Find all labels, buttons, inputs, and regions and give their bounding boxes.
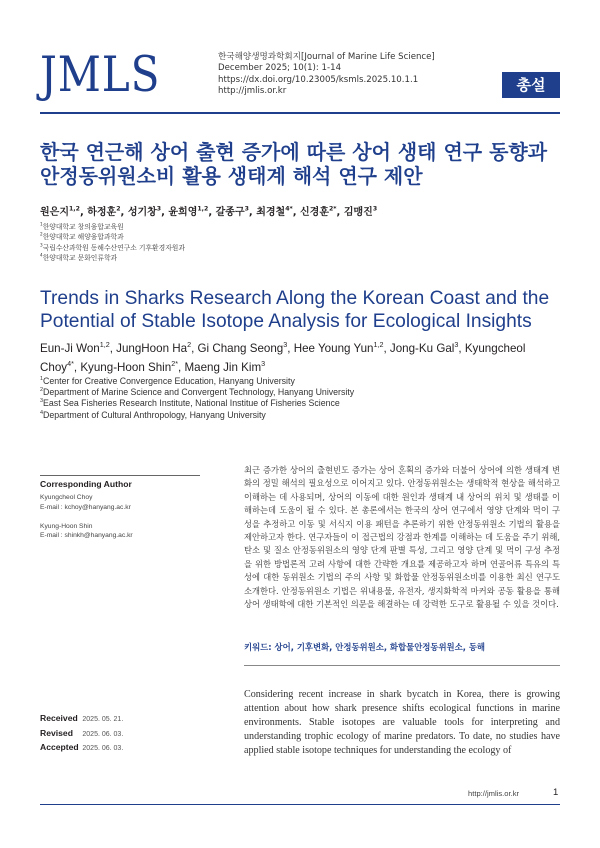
affiliation-text: Department of Cultural Anthropology, Hanyang University — [43, 409, 266, 420]
date-received — [40, 712, 123, 727]
author-name: 갈종구 — [215, 207, 245, 218]
corresponding-name-1: Kyungcheol Choy — [40, 494, 93, 501]
author-affiliation-mark: 3 — [454, 340, 459, 350]
affiliation-mark: 4 — [40, 252, 43, 258]
affiliation-mark: 3 — [40, 242, 43, 248]
author-affiliation-mark: 2* — [171, 358, 179, 368]
affiliation-line — [40, 243, 185, 253]
article-type-badge: 총설 — [502, 72, 560, 98]
affiliation-text: East Sea Fisheries Research Institute, National Institue of Fisheries Science — [43, 398, 340, 409]
journal-url[interactable]: http://jmlis.or.kr — [218, 85, 287, 96]
author-affiliation-mark: 3 — [244, 205, 249, 213]
abstract-english: Considering recent increase in shark bycatch in Korea, there is growing attention about how shark presence shifts ecological functions in marine environments. Stable isotopes are valuable tools for interpreting and understanding trophic ecology of marine predators. To date, no studies have applied stable isotope techniques for understanding the ecology of — [244, 689, 560, 756]
author-affiliation-mark: 1,2 — [197, 205, 209, 213]
author-affiliation-mark: 2 — [116, 205, 121, 213]
affiliation-mark: 1 — [40, 221, 43, 227]
affiliations-korean — [40, 222, 185, 264]
author-name: Eun-Ji Won — [40, 342, 100, 355]
date-value: 2025. 06. 03. — [82, 745, 124, 753]
section-divider — [244, 665, 560, 666]
abstract-korean: 최근 증가한 상어의 출현빈도 증가는 상어 혼획의 증가와 더불어 상어에 의한 생태계 변화의 정밀 해석의 필요성으로 이어지고 있다. 안정동위원소는 생태학적 현상을 해석하고 이해하는 데 사용되며, 상어의 이동에 대한 원인과 생태계 내 상어의 위치 및 생태를 이해하는데 도움이 될 수 있다. 본 총론에서는 한국의 상어 연구에서 영양 단계와 먹이 구성을 추정하고 이동 및 서식지 이용 패턴을 추론하기 위한 안정동위원소 기법의 활용을 제안하고자 한다. 연구자들이 이 접근법의 강점과 한계를 이해하는 데 도움을 주기 위해, 탄소 및 질소 안정동위원소의 영양 단계 판별 특성, 그리고 영양 단계 및 먹이 구성 추정을 위한 방법론적 고려 사항에 대한 간략한 개요를 제공하고자 하며 연골어류 특유의 특성에 대한 동위원소 기법의 주의 사항 및 화합물 안정동위원소비를 이용한 최신 연구도 소개한다. 안정동위원소 기법은 위내용물, 유전자, 생지화학적 마커와 공동 활용을 통해 상어 생태학에 대한 기본적인 의문을 해결하는 데 강력한 도구로 활용될 수 있을 것이다. — [244, 465, 560, 610]
affiliation-line — [40, 376, 354, 387]
footer-url[interactable]: http://jmlis.or.kr — [468, 789, 520, 798]
affiliation-line — [40, 253, 185, 263]
author-affiliation-mark: 3 — [156, 205, 162, 213]
affiliation-line — [40, 222, 185, 232]
journal-logo: JMLS — [40, 46, 161, 103]
keywords — [244, 641, 485, 653]
author-affiliation-mark: 2* — [329, 205, 337, 213]
author-affiliation-mark: 4* — [285, 205, 293, 213]
author-affiliation-mark: 3 — [261, 358, 266, 368]
date-label: Revised — [40, 727, 73, 738]
date-label: Received — [40, 713, 78, 723]
footer-rule — [40, 804, 560, 805]
corresponding-email-2[interactable]: E-mail : shinkh@hanyang.ac.kr — [40, 532, 133, 540]
affiliation-mark: 1 — [40, 376, 44, 383]
date-value: 2025. 05. 21. — [82, 716, 124, 723]
page-number: 1 — [553, 787, 559, 798]
affiliation-line — [40, 398, 354, 409]
affiliation-text: 한양대학교 해양융합과학과 — [42, 233, 124, 242]
date-value: 2025. 06. 03. — [82, 730, 124, 738]
title-english: Trends in Sharks Research Along the Korean Coast and the Potential of Stable Isotope Analysis for Ecological Insights — [40, 288, 550, 332]
author-affiliation-mark: 1,2 — [99, 340, 110, 350]
keywords-label: 키워드: — [244, 642, 272, 652]
affiliation-mark: 2 — [40, 387, 44, 394]
author-affiliation-mark: 4* — [67, 358, 74, 368]
author-name: 하정훈 — [87, 207, 117, 218]
author-affiliation-mark: 3 — [372, 205, 378, 213]
author-name: 원은지 — [40, 207, 69, 218]
corresponding-author-box — [40, 475, 200, 541]
affiliation-line — [40, 232, 185, 242]
affiliation-text: 한양대학교 문화인류학과 — [42, 254, 118, 263]
article-dates — [40, 712, 123, 756]
affiliation-text: 한양대학교 창의융합교육원 — [42, 223, 124, 231]
author-name: 최경철 — [256, 207, 286, 218]
author-name: JungHoon Ha — [116, 342, 188, 355]
header-rule — [40, 112, 560, 114]
author-name: 성기창 — [127, 207, 157, 218]
author-affiliation-mark: 3 — [283, 340, 288, 350]
date-accepted — [40, 741, 123, 756]
affiliation-text: Department of Marine Science and Convergent Technology, Hanyang University — [43, 387, 355, 398]
affiliation-mark: 2 — [40, 232, 43, 238]
affiliation-mark: 4 — [40, 409, 44, 416]
author-affiliation-mark: 1,2 — [68, 205, 80, 213]
author-name: 김맹진 — [343, 207, 373, 218]
date-label: Accepted — [40, 742, 79, 753]
author-name: Hee Young Yun — [293, 342, 374, 355]
affiliations-english — [40, 376, 354, 421]
journal-name: 한국해양생명과학회지[Journal of Marine Life Science] — [218, 52, 435, 62]
author-affiliation-mark: 1,2 — [373, 340, 384, 350]
affiliation-text: Center for Creative Convergence Education, Hanyang University — [43, 376, 295, 386]
author-name: Kyungcheol Choy — [40, 342, 526, 374]
author-name: 윤희영 — [168, 207, 198, 218]
corresponding-email-1[interactable]: E-mail : kchoy@hanyang.ac.kr — [40, 503, 131, 511]
journal-info — [218, 52, 435, 97]
corresponding-spacer — [40, 512, 200, 522]
author-name: Kyung-Hoon Shin — [80, 360, 172, 374]
author-name: Gi Chang Seong — [197, 342, 284, 355]
author-name: Jong-Ku Gal — [389, 342, 455, 355]
corresponding-name-2: Kyung-Hoon Shin — [40, 522, 93, 530]
journal-doi[interactable]: https://dx.doi.org/10.23005/ksmls.2025.10.1.1 — [218, 74, 419, 85]
affiliation-text: 국립수산과학원 동해수산연구소 기후환경자원과 — [42, 243, 185, 252]
affiliation-line — [40, 387, 354, 398]
author-name: Maeng Jin Kim — [184, 360, 262, 374]
authors-english: Eun-Ji Won$^{1,2}$, JungHoon Ha$^2$, Gi Chang Seong$^3$, Hee Young Yun$^{1,2}$, Jong-Ku Gal$^3$, Kyungcheol Choy$^{4*}$, Kyung-Hoon Shin$^{2*}$, Maeng Jin Kim$^3$ — [40, 340, 526, 374]
date-revised — [40, 727, 123, 742]
affiliation-mark: 3 — [40, 398, 44, 405]
author-name: 신경훈 — [300, 207, 329, 218]
title-korean: 한국 연근해 상어 출현 증가에 따른 상어 생태 연구 동향과 안정동위원소비 활용 생태계 해석 연구 제안 — [40, 140, 548, 188]
authors-korean: 원은지$^{1,2}$, 하정훈$^2$, 성기창$^3$, 윤희영$^{1,2}$, 갈종구$^3$, 최경철$^{4*}$, 신경훈$^{2*}$, 김맹진$^3$ — [40, 205, 378, 218]
journal-issue: December 2025; 10(1): 1-14 — [218, 63, 342, 74]
corresponding-heading: Corresponding Author — [40, 475, 200, 489]
affiliation-line — [40, 410, 354, 421]
keywords-text: 상어, 기후변화, 안정동위원소, 화합물안정동위원소, 동해 — [274, 642, 486, 652]
author-affiliation-mark: 2 — [187, 340, 192, 350]
